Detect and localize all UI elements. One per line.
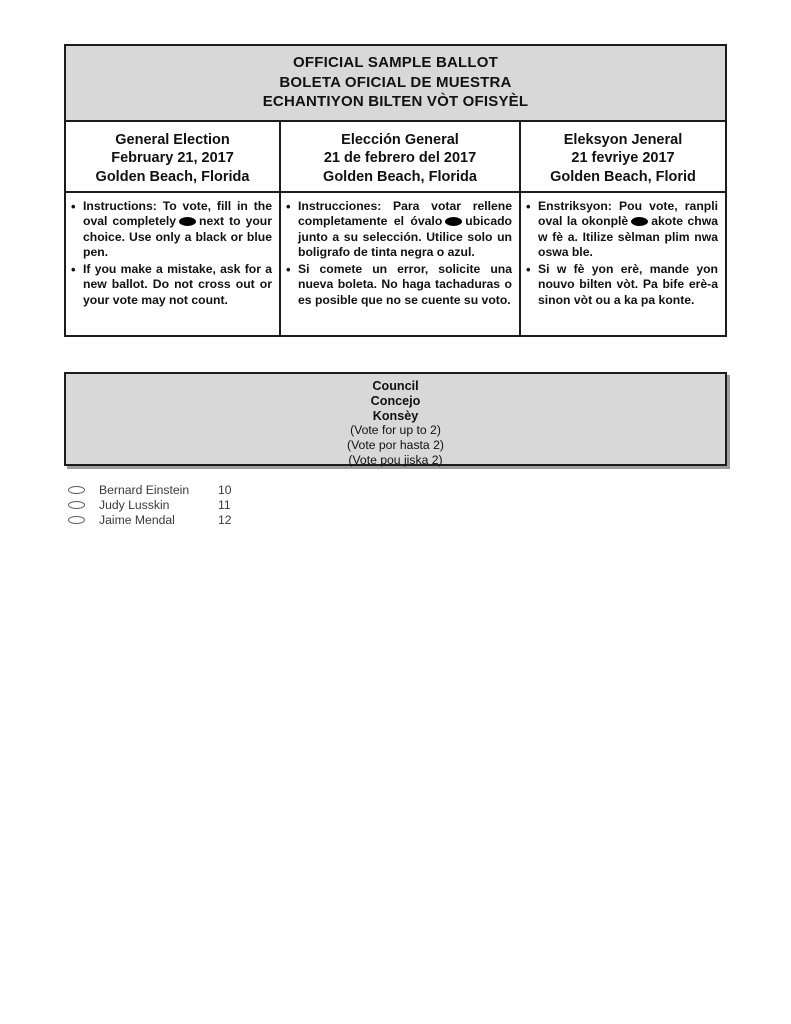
column-english [66, 122, 279, 335]
candidate-number: 11 [218, 498, 231, 513]
vote-limit-spanish: (Vote por hasta 2) [347, 437, 444, 452]
instruction-text: Instrucciones: Para votar rellene completamente el óvalo [298, 198, 512, 228]
instruction-text: Enstriksyon: Pou vote, ranpli oval la okonplè [538, 198, 718, 228]
vote-oval[interactable] [68, 501, 85, 509]
candidate-list [68, 483, 232, 527]
contest-title-english: Council [372, 379, 419, 393]
ballot-title-header [66, 46, 725, 122]
instruction-bullet [286, 199, 512, 261]
instruction-bullet [71, 199, 272, 261]
contest-title-creole: Konsèy [372, 408, 419, 423]
ballot-title-english: OFFICIAL SAMPLE BALLOT [293, 54, 498, 71]
instruction-text: Si w fè yon erè, mande yon nouvo bilten vòt. Pa bife erè-a sinon vòt ou a ka pa konte. [538, 261, 718, 307]
instructions-spanish [281, 193, 519, 335]
candidate-number: 12 [218, 512, 232, 527]
instructions-creole [521, 193, 725, 335]
election-place: Golden Beach, Florida [323, 168, 477, 185]
ballot-instruction-table [64, 44, 727, 337]
candidate-name: Jaime Mendal [99, 512, 175, 527]
candidate-number: 10 [218, 483, 232, 498]
election-date: 21 de febrero del 2017 [323, 150, 477, 166]
election-header-spanish [281, 122, 519, 193]
vote-limit-english: (Vote for up to 2) [350, 423, 441, 438]
election-date: 21 fevriye 2017 [571, 150, 675, 166]
instruction-text: If you make a mistake, ask for a new ballot. Do not cross out or your vote may not count. [83, 261, 272, 307]
election-name: Eleksyon Jeneral [563, 131, 683, 148]
bullet-dot-icon: • [71, 198, 76, 214]
election-place: Golden Beach, Florid [550, 168, 696, 185]
language-columns [66, 122, 725, 335]
candidate-row [68, 498, 232, 513]
vote-oval[interactable] [68, 486, 85, 494]
bullet-dot-icon: • [286, 198, 291, 214]
column-creole [519, 122, 725, 335]
filled-oval-icon [631, 217, 648, 226]
instruction-text: Instructions: To vote, fill in the oval completely [83, 198, 272, 228]
bullet-dot-icon: • [526, 198, 531, 214]
column-spanish [279, 122, 519, 335]
contest-title-spanish: Concejo [370, 393, 421, 408]
candidate-name: Judy Lusskin [99, 498, 170, 513]
filled-oval-icon [445, 217, 462, 226]
instruction-bullet [526, 262, 718, 309]
instruction-bullet [286, 262, 512, 309]
candidate-row [68, 512, 232, 527]
election-date: February 21, 2017 [111, 150, 234, 166]
bullet-dot-icon: • [526, 261, 531, 277]
bullet-dot-icon: • [286, 261, 291, 277]
instruction-text: ubicado junto a su selección. Utilice solo un boligrafo de tinta negra o azul. [298, 214, 512, 259]
bullet-dot-icon: • [71, 261, 76, 277]
vote-oval[interactable] [68, 516, 85, 524]
election-name: General Election [115, 131, 230, 148]
election-place: Golden Beach, Florida [95, 168, 250, 185]
filled-oval-icon [179, 217, 196, 226]
instruction-bullet [526, 199, 718, 261]
candidate-row [68, 483, 232, 498]
ballot-title-spanish: BOLETA OFICIAL DE MUESTRA [279, 73, 512, 91]
instructions-english [66, 193, 279, 335]
instruction-bullet [71, 262, 272, 309]
instruction-text: next to your choice. Use only a black or blue pen. [83, 214, 272, 259]
ballot-title-creole: ECHANTIYON BILTEN VÒT OFISYÈL [262, 93, 529, 110]
candidate-name: Bernard Einstein [99, 483, 190, 498]
instruction-text: Si comete un error, solicite una nueva boleta. No haga tachaduras o es posible que no se cuente su voto. [298, 261, 512, 307]
election-header-creole [521, 122, 725, 193]
election-header-english [66, 122, 279, 193]
election-name: Elección General [341, 131, 459, 148]
vote-limit-creole: (Vote pou jiska 2) [348, 452, 443, 467]
contest-header-council [64, 372, 727, 466]
instruction-text: akote chwa w fè a. Itilize sèlman plim nwa oswa ble. [538, 214, 718, 259]
